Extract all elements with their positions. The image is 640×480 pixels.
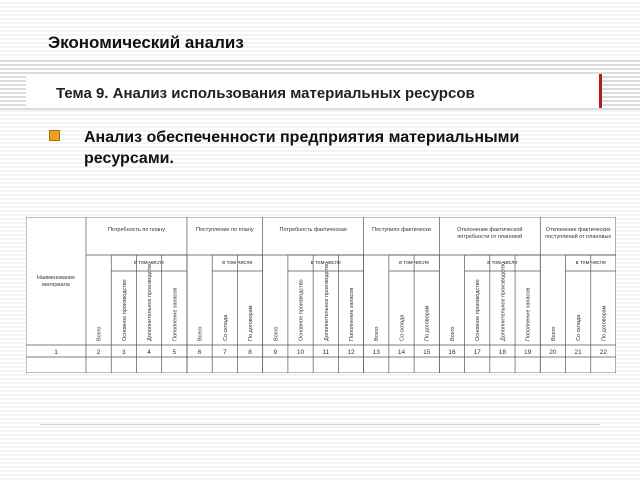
column-number: 11 [322,349,330,356]
header-column-name: Дополнительное производство [147,261,154,341]
column-number: 21 [574,349,582,356]
header-column-name: Основное производство [475,279,482,341]
header-group: Поступило фактически [372,227,431,233]
bullet-square-icon [49,130,60,141]
column-number: 6 [197,349,202,356]
bullet-text: Анализ обеспеченности предприятия материальными ресурсами. [84,129,520,167]
header-in-that-number: в том числе [575,260,606,266]
header-in-that-number: в том числе [398,260,430,266]
topic-title: Тема 9. Анализ использования материальных ресурсов [56,85,475,102]
column-number: 1 [54,349,58,356]
header-column-name: Дополнительное производство [323,261,330,341]
column-number: 3 [122,349,126,356]
header-material-name: Наименование материала [36,275,76,288]
header-group: Отклонение фактических поступлений от плановых [545,227,612,240]
column-number: 4 [147,349,151,356]
header-column-name: По договорам [248,305,255,341]
header-column-name: Всего [197,326,204,341]
header-in-that-number: в том числе [222,260,253,266]
header-column-name: Всего [374,326,381,341]
header-column-name: Всего [550,326,557,341]
course-title: Экономический анализ [48,33,244,52]
column-number: 10 [296,349,305,356]
column-number: 19 [524,349,532,356]
column-number: 13 [372,349,380,356]
header-group: Потребность фактическая [279,227,347,233]
header-column-name: Основное производство [298,279,305,341]
header-column-name: Основное производство [121,279,128,341]
header-column-name: По договорам [601,305,608,341]
header-in-that-number: в том числе [310,260,341,266]
header-column-name: Всего [96,326,103,341]
column-number: 15 [423,349,431,356]
column-number: 17 [473,349,481,356]
footer-divider [40,424,600,425]
column-number: 9 [273,349,278,356]
header-column-name: Дополнительное производство [500,261,507,341]
column-number: 14 [397,349,406,356]
column-number: 16 [448,349,456,356]
header-in-that-number: в том числе [133,260,165,266]
header-column-name: Со склада [576,314,583,341]
header-group: Поступление по плану [195,227,254,233]
header-column-name: Со склада [222,314,229,341]
column-number: 7 [222,349,227,356]
header-in-that-number: в том числе [487,260,518,266]
column-number: 5 [172,349,177,356]
header-group: Отклонение фактической потребности от плановой [457,227,523,240]
materials-table [26,217,616,373]
header-column-name: Пополнение запасов [349,287,355,341]
header-column-name: Со склада [399,314,406,341]
column-number: 22 [599,349,607,356]
header-column-name: Всего [449,326,456,341]
materials-table-grid [26,217,616,373]
column-number: 20 [549,349,557,356]
column-number: 2 [96,349,101,356]
header-column-name: Пополнение запасов [525,287,532,341]
header-column-name: Пополнение запасов [172,287,179,341]
header-column-name: Всего [273,326,280,341]
column-number: 8 [248,349,252,356]
column-number: 12 [347,349,355,356]
header-column-name: По договорам [424,305,431,341]
column-number: 18 [498,349,507,356]
header-group: Потребность по плану [107,227,165,233]
